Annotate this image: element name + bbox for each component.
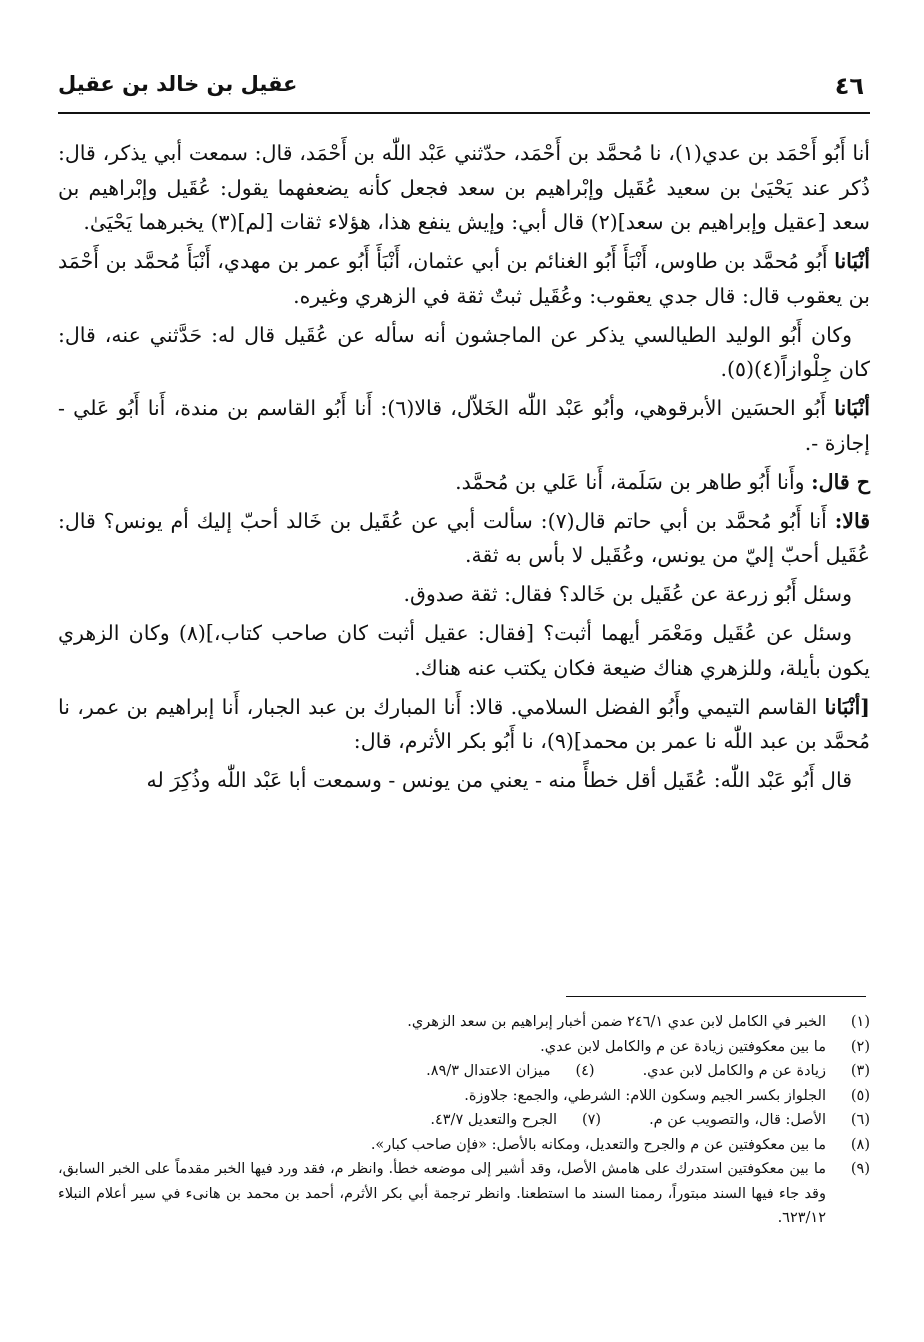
- paragraph-text: أَبُو الحسَين الأبرقوهي، وأبُو عَبْد اللّٰه الخَلاّل، قالا(٦): أَنا أَبُو القاسم بن مندة، أَنا أَبُو عَلي - إجازة -.: [58, 396, 870, 455]
- footnote-number: (٦): [850, 1112, 870, 1128]
- footnote-text: زيادة عن م والكامل لابن عدي.: [642, 1063, 826, 1079]
- paragraph-text: قال أَبُو عَبْد اللّٰه: عُقَيل أقل خطأً منه - يعني من يونس - وسمعت أبا عَبْد اللّٰه وذُكِرَ له: [146, 768, 852, 792]
- footnote-number: (١): [850, 1014, 870, 1030]
- body-text: [58, 136, 870, 802]
- footnote-text: الأصل: قال، والتصويب عن م.: [649, 1112, 826, 1128]
- footnote-number: (٣): [850, 1063, 870, 1079]
- paragraph: [58, 318, 870, 387]
- footnote-text: ما بين معكوفتين عن م والجرح والتعديل، ومكانه بالأصل: «فإن صاحب كبار».: [370, 1136, 826, 1153]
- page-number: ٤٦: [834, 72, 864, 100]
- paragraph-text: وكان أَبُو الوليد الطيالسي يذكر عن الماجشون أنه سأله عن عُقَيل قال له: حَدَّثني عنه، قال: كان جِلْوازاً(٤)(٥).: [58, 322, 870, 381]
- footnote-number: (٥): [850, 1087, 870, 1104]
- paragraph-lead: قالا:: [834, 508, 870, 533]
- footnote-number: (٨): [850, 1136, 870, 1153]
- paragraph-lead: أنْبَانا: [834, 396, 870, 420]
- footnote: [649, 1108, 870, 1133]
- footnote-text: ميزان الاعتدال ٨٩/٣.: [426, 1063, 551, 1079]
- footnote-row: [58, 1059, 870, 1084]
- footnote: [58, 1133, 870, 1158]
- footnote-number: (٧): [581, 1112, 602, 1128]
- footnotes: [58, 1010, 870, 1231]
- footnote-text: الجلواز بكسر الجيم وسكون اللام: الشرطي، والجمع: جلاوزة.: [464, 1087, 826, 1104]
- page-header: [58, 70, 870, 110]
- paragraph-lead: ح قال:: [811, 469, 870, 494]
- paragraph-lead: [أنْبَانا: [824, 694, 870, 719]
- paragraph-text: وسئل عن عُقَيل ومَعْمَر أيهما أثبت؟ [فقال: عقيل أثبت كان صاحب كتاب،](٨) وكان الزهري يكون بأيلة، وللزهري هناك ضيعة فكان يكتب عنه هناك.: [58, 621, 870, 680]
- footnote-text: ما بين معكوفتين استدرك على هامش الأصل، وقد أشير إلى موضعه خطأ. وانظر م، فقد ورد فيها الخبر مقدماً على الخبر السابق، وقد جاء فيها السند مبتوراً، رممنا السند ما استطعنا. وانظر ترجمة أبي بكر الأثرم، أحمد بن محمد بن هانىء في سير أعلام النبلاء ٦٢٣/١٢.: [58, 1161, 826, 1226]
- paragraph: [58, 616, 870, 685]
- footnote: [58, 1084, 870, 1109]
- footnote: [426, 1059, 594, 1084]
- paragraph: [58, 690, 870, 759]
- footnote: [643, 1059, 870, 1084]
- paragraph-lead: أنْبَانا: [834, 249, 870, 273]
- paragraph-text: أَنا أَبُو مُحمَّد بن أبي حاتم قال(٧): سألت أبي عن عُقَيل بن خَالد أحبّ إليك أم يونس؟ قال: عُقَيل أحبّ إليّ من يونس، وعُقَيل لا بأس به ثقة.: [58, 508, 870, 567]
- paragraph-text: أَبُو مُحمَّد بن طاوس، أَنْبَأَ أَبُو الغنائم بن أبي عثمان، أَنْبَأَ أَبُو عمر بن مهدي، أَنْبَأَ مُحمَّد بن أَحْمَد بن يعقوب قال: قال جدي يعقوب: وعُقَيل ثبتٌ ثقة في الزهري وغيره.: [58, 249, 870, 308]
- paragraph: [58, 244, 870, 313]
- footnote-text: الخبر في الكامل لابن عدي ٢٤٦/١ ضمن أخبار إبراهيم بن سعد الزهري.: [407, 1014, 826, 1030]
- footnote-rule: [566, 996, 866, 997]
- footnote-row: [58, 1108, 870, 1133]
- footnote-number: (٢): [850, 1038, 870, 1055]
- paragraph-text: وسئل أَبُو زرعة عن عُقَيل بن خَالد؟ فقال: ثقة صدوق.: [403, 582, 852, 606]
- paragraph: [58, 136, 870, 240]
- footnote-text: الجرح والتعديل ٤٣/٧.: [430, 1112, 558, 1128]
- paragraph-text: القاسم التيمي وأَبُو الفضل السلامي. قالا: أَنا المبارك بن عبد الجبار، أَنا إبراهيم بن عمر، نا مُحمَّد بن عبد اللّٰه نا عمر بن محمد](٩)، نا أَبُو بكر الأثرم، قال:: [58, 694, 870, 753]
- paragraph: [58, 504, 870, 573]
- footnote: [58, 1035, 870, 1060]
- footnote: [430, 1108, 601, 1133]
- paragraph: [58, 465, 870, 500]
- paragraph: [58, 577, 870, 612]
- paragraph-text: وأَنا أَبُو طاهر بن سَلَمة، أَنا عَلي بن مُحمَّد.: [455, 469, 812, 494]
- footnote-number: (٩): [850, 1161, 870, 1177]
- running-title: عقيل بن خالد بن عقيل: [58, 72, 298, 96]
- footnote: [58, 1157, 870, 1231]
- paragraph: [58, 391, 870, 460]
- footnote: [58, 1010, 870, 1035]
- header-rule: [58, 112, 870, 114]
- paragraph-text: أنا أَبُو أَحْمَد بن عدي(١)، نا مُحمَّد بن أَحْمَد، حدّثني عَبْد اللّٰه بن أَحْمَد، قال: سمعت أبي يذكر، قال: ذُكر عند يَحْيَىٰ بن سعيد عُقَيل وإبْراهيم بن سعد فجعل كأنه يضعفهما يقول: عُقَيل وإبْراهيم بن سعد [عقيل وإبراهيم بن سعد](٢) قال أبي: وإيش ينفع هذا، هؤلاء ثقات [لم](٣) يخبرهما يَحْيَىٰ.: [58, 141, 870, 234]
- footnote-text: ما بين معكوفتين زيادة عن م والكامل لابن عدي.: [540, 1038, 826, 1055]
- paragraph: [58, 763, 870, 798]
- footnote-number: (٤): [575, 1063, 595, 1079]
